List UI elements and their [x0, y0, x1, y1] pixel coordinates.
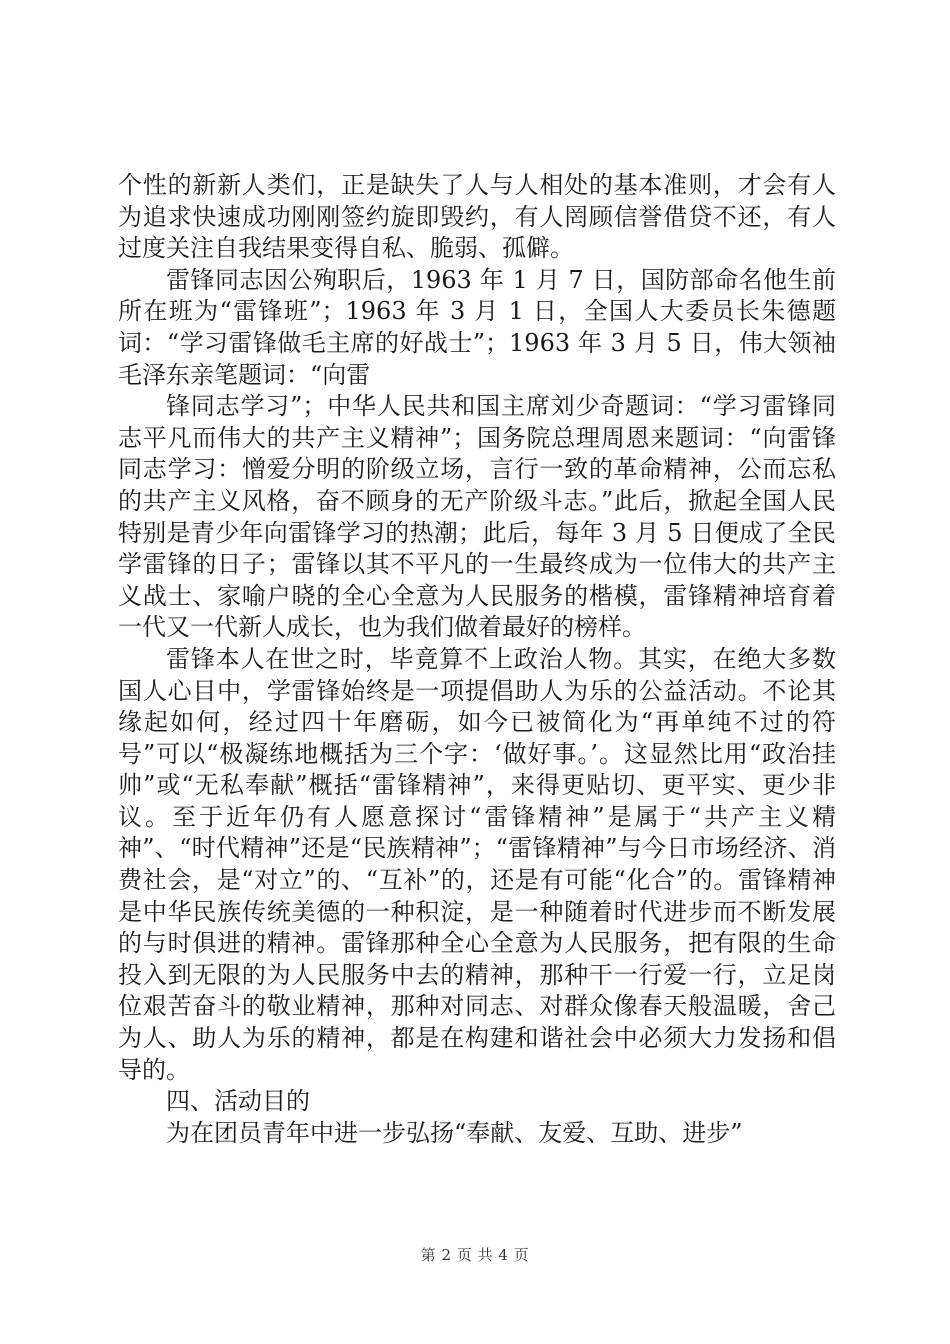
- paragraph-1: 个性的新新人类们，正是缺失了人与人相处的基本准则，才会有人为追求快速成功刚刚签约旋即毁约，有人罔顾信誉借贷不还，有人过度关注自我结果变得自私、脆弱、孤僻。: [118, 171, 836, 263]
- paragraph-3: 锋同志学习”；中华人民共和国主席刘少奇题词：“学习雷锋同志平凡而伟大的共产主义精神”；国务院总理周恩来题词：“向雷锋同志学习：憎爱分明的阶级立场，言行一致的革命精神，公而忘私的共产主义风格，奋不顾身的无产阶级斗志。”此后，掀起全国人民特别是青少年向雷锋学习的热潮；此后，每年 3 月 5 日便成了全民学雷锋的日子；雷锋以其不平凡的一生最终成为一位伟大的共产主义战士、家喻户晓的全心全意为人民服务的楷模，雷锋精神培育着一代又一代新人成长，也为我们做着最好的榜样。: [118, 392, 836, 642]
- document-body: [118, 170, 836, 1149]
- paragraph-4: 雷锋本人在世之时，毕竟算不上政治人物。其实，在绝大多数国人心目中，学雷锋始终是一项提倡助人为乐的公益活动。不论其缘起如何，经过四十年磨砺，如今已被简化为“再单纯不过的符号”可以“极凝练地概括为三个字：‘做好事。’。这显然比用“政治挂帅”或“无私奉献”概括“雷锋精神”，来得更贴切、更平实、更少非议。至于近年仍有人愿意探讨“雷锋精神”是属于“共产主义精神”、“时代精神”还是“民族精神”；“雷锋精神”与今日市场经济、消费社会，是“对立”的、“互补”的，还是有可能“化合”的。雷锋精神是中华民族传统美德的一种积淀，是一种随着时代进步而不断发展的与时俱进的精神。雷锋那种全心全意为人民服务，把有限的生命投入到无限的为人民服务中去的精神，那种干一行爱一行，立足岗位艰苦奋斗的敬业精神，那种对同志、对群众像春天般温暖，舍己为人、助人为乐的精神，都是在构建和谐社会中必须大力发扬和倡导的。: [118, 644, 836, 1084]
- paragraph-2: 雷锋同志因公殉职后，1963 年 1 月 7 日，国防部命名他生前所在班为“雷锋班”；1963 年 3 月 1 日，全国人大委员长朱德题词：“学习雷锋做毛主席的好战士”；1963 年 3 月 5 日，伟大领袖毛泽东亲笔题词：“向雷: [118, 265, 836, 389]
- paragraph-5: 为在团员青年中进一步弘扬“奉献、友爱、互助、进步”: [166, 1118, 743, 1147]
- page-number-footer: 第 2 页 共 4 页: [420, 1246, 530, 1264]
- section-heading-activity-purpose: 四、活动目的: [166, 1087, 310, 1116]
